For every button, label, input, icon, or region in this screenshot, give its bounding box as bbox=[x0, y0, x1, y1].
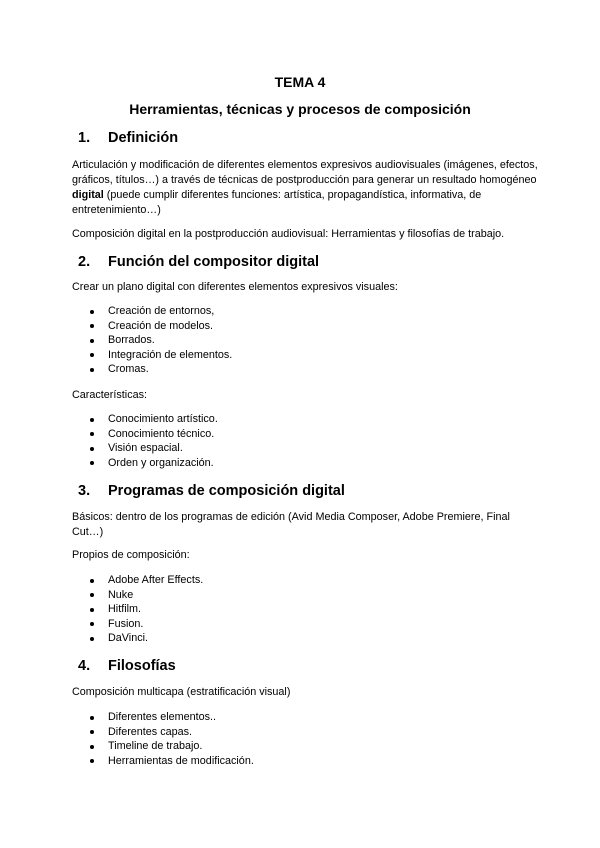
list-item-text: Borrados. bbox=[108, 334, 155, 347]
section-2-items-list bbox=[72, 304, 232, 377]
list-item bbox=[72, 710, 254, 725]
bullet-icon bbox=[90, 608, 94, 612]
section-2-heading bbox=[78, 254, 319, 270]
list-item bbox=[72, 754, 254, 769]
list-item-text: Integración de elementos. bbox=[108, 348, 233, 361]
paragraph-bold-text: digital bbox=[72, 189, 104, 201]
bullet-icon bbox=[90, 716, 94, 720]
bullet-icon bbox=[90, 432, 94, 436]
bullet-icon bbox=[90, 324, 94, 328]
paragraph-text: (puede cumplir diferentes funciones: artística, propagandística, informativa, de entretenimiento…) bbox=[72, 189, 482, 216]
bullet-icon bbox=[90, 745, 94, 749]
list-item bbox=[72, 602, 203, 617]
section-3-heading bbox=[78, 483, 345, 499]
list-item-text: Fusion. bbox=[108, 617, 144, 630]
list-item bbox=[72, 739, 254, 754]
section-2-characteristics-list bbox=[72, 412, 218, 470]
document-tema: TEMA 4 bbox=[274, 74, 326, 90]
list-item-text: Diferentes capas. bbox=[108, 725, 193, 738]
bullet-icon bbox=[90, 759, 94, 763]
list-item-text: Visión espacial. bbox=[108, 442, 183, 455]
list-item-text: Adobe After Effects. bbox=[108, 574, 204, 586]
list-item bbox=[72, 333, 232, 348]
list-item bbox=[72, 362, 232, 377]
list-item-text: Orden y organización. bbox=[108, 456, 214, 469]
section-4-heading bbox=[78, 658, 176, 674]
bullet-icon bbox=[90, 593, 94, 597]
list-item-text: Conocimiento artístico. bbox=[108, 413, 218, 425]
list-item bbox=[72, 319, 232, 334]
list-item bbox=[72, 573, 203, 588]
bullet-icon bbox=[90, 622, 94, 626]
list-item bbox=[72, 304, 232, 319]
bullet-icon bbox=[90, 579, 94, 583]
bullet-icon bbox=[90, 310, 94, 314]
list-item-text: Nuke bbox=[108, 588, 134, 601]
section-1-heading bbox=[78, 130, 178, 146]
section-2-characteristics-label: Características: bbox=[72, 389, 147, 401]
list-item-text: Timeline de trabajo. bbox=[108, 740, 203, 753]
list-item bbox=[72, 441, 218, 456]
section-number: 1. bbox=[78, 130, 91, 146]
list-item-text: Creación de modelos. bbox=[108, 319, 214, 332]
section-title: Filosofías bbox=[108, 658, 176, 674]
list-item-text: Conocimiento técnico. bbox=[108, 427, 215, 440]
section-1-definition-paragraph bbox=[72, 158, 542, 218]
section-number: 3. bbox=[78, 483, 91, 499]
paragraph-text: Articulación y modificación de diferentes elementos expresivos audiovisuales (imágenes, efectos, gráficos, títulos…) a través de técnicas de postproducción para generar un resultado homogéneo bbox=[72, 159, 538, 186]
list-item bbox=[72, 412, 218, 427]
list-item bbox=[72, 617, 203, 632]
list-item-text: Cromas. bbox=[108, 363, 149, 376]
bullet-icon bbox=[90, 368, 94, 372]
section-1-paragraph-2: Composición digital en la postproducción audiovisual: Herramientas y filosofías de trabajo. bbox=[72, 228, 505, 240]
section-4-intro: Composición multicapa (estratificación visual) bbox=[72, 686, 291, 698]
list-item-text: Creación de entornos, bbox=[108, 305, 215, 317]
section-4-items-list bbox=[72, 710, 254, 768]
bullet-icon bbox=[90, 730, 94, 734]
bullet-icon bbox=[90, 447, 94, 451]
list-item bbox=[72, 427, 218, 442]
bullet-icon bbox=[90, 637, 94, 641]
bullet-icon bbox=[90, 339, 94, 343]
section-3-programs-list bbox=[72, 573, 203, 646]
section-number: 2. bbox=[78, 254, 91, 270]
list-item bbox=[72, 725, 254, 740]
section-title: Programas de composición digital bbox=[108, 483, 345, 499]
section-3-basicos-paragraph: Básicos: dentro de los programas de edición (Avid Media Composer, Adobe Premiere, Final Cut…) bbox=[72, 511, 510, 538]
section-title: Definición bbox=[108, 130, 179, 146]
section-title: Función del compositor digital bbox=[108, 254, 320, 270]
section-number: 4. bbox=[78, 658, 91, 674]
list-item bbox=[72, 456, 218, 471]
bullet-icon bbox=[90, 353, 94, 357]
list-item-text: Diferentes elementos.. bbox=[108, 711, 217, 723]
list-item bbox=[72, 588, 203, 603]
list-item bbox=[72, 631, 203, 646]
list-item bbox=[72, 348, 232, 363]
document-subtitle: Herramientas, técnicas y procesos de composición bbox=[129, 101, 471, 117]
list-item-text: Herramientas de modificación. bbox=[108, 754, 254, 767]
list-item-text: Hitfilm. bbox=[108, 603, 141, 616]
section-2-intro: Crear un plano digital con diferentes elementos expresivos visuales: bbox=[72, 281, 398, 293]
list-item-text: DaVinci. bbox=[108, 632, 149, 645]
section-3-propios-label: Propios de composición: bbox=[72, 549, 190, 561]
bullet-icon bbox=[90, 461, 94, 465]
bullet-icon bbox=[90, 418, 94, 422]
